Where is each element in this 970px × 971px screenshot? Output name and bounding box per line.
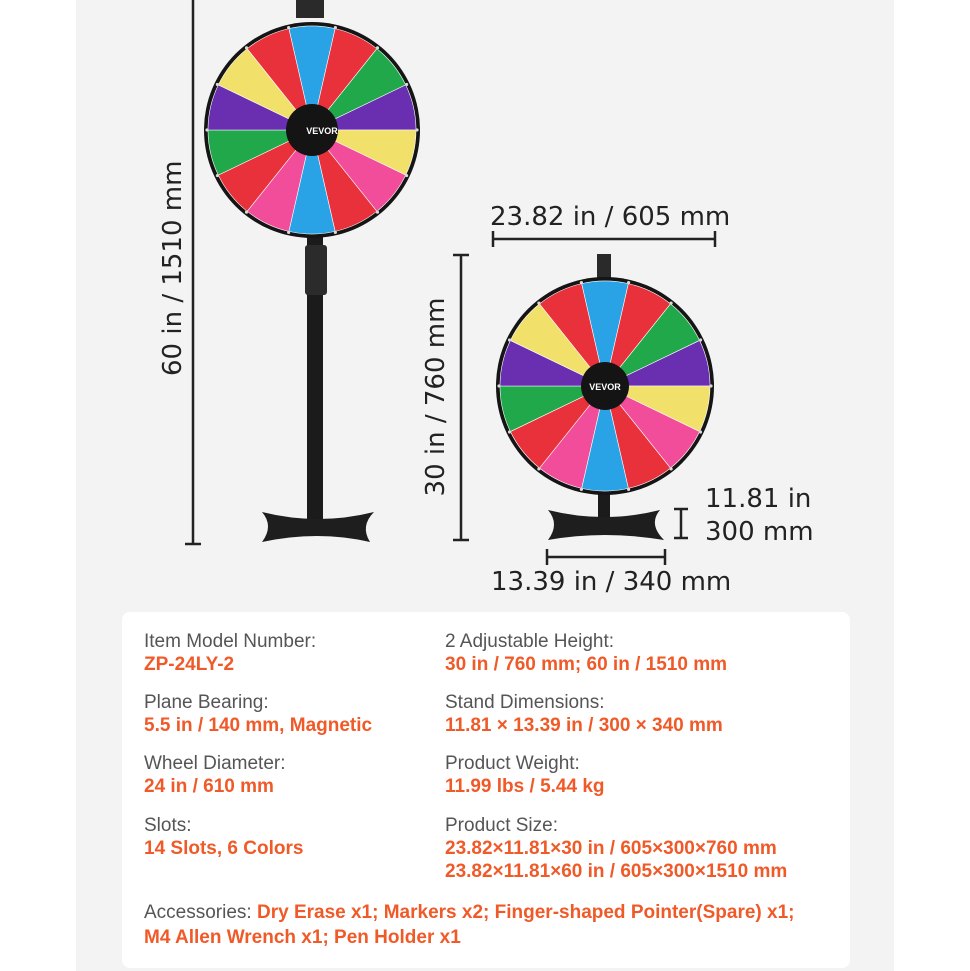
spec-wheel-diameter-value: 24 in / 610 mm: [144, 775, 274, 797]
spec-card: [122, 612, 850, 968]
spec-plane-bearing-value: 5.5 in / 140 mm, Magnetic: [144, 714, 373, 736]
wheel-peg: [376, 46, 379, 49]
wheel-peg: [627, 281, 630, 284]
spec-stand-dimensions-label: Stand Dimensions:: [445, 692, 605, 713]
spec-stand-dimensions: [445, 692, 723, 738]
spec-wheel-diameter: [144, 753, 286, 799]
wheel-peg: [376, 210, 379, 213]
base-width-label: 13.39 in / 340 mm: [491, 567, 732, 597]
wheel-peg: [627, 488, 630, 491]
spec-stand-dimensions-value: 11.81 × 13.39 in / 300 × 340 mm: [445, 714, 723, 736]
short-wheel-brand: VEVOR: [589, 382, 621, 392]
wheel-peg: [669, 302, 672, 305]
spec-model: [144, 631, 316, 677]
spec-accessories-value-line1: Dry Erase x1; Markers x2; Finger-shaped Pointer(Spare) x1;: [256, 902, 795, 923]
wheel-peg: [709, 384, 712, 387]
wheel-width-label: 23.82 in / 605 mm: [490, 202, 731, 232]
spec-model-label: Item Model Number:: [144, 631, 317, 652]
spec-slots: [144, 815, 303, 861]
wheel-peg: [405, 174, 408, 177]
spec-accessories-label: Accessories:: [144, 902, 257, 923]
tall-height-label: 60 in / 1510 mm: [158, 160, 188, 376]
wheel-peg: [699, 338, 702, 341]
tall-wheel-brand: VEVOR: [306, 126, 338, 136]
wheel-peg: [334, 231, 337, 234]
wheel-peg: [334, 26, 337, 29]
spec-adjustable-height-value: 30 in / 760 mm; 60 in / 1510 mm: [445, 653, 727, 675]
spec-accessories-value-line2: M4 Allen Wrench x1; Pen Holder x1: [144, 927, 461, 948]
wheel-peg: [405, 83, 408, 86]
spec-plane-bearing: [144, 692, 372, 738]
spec-product-size-label: Product Size:: [445, 815, 558, 836]
spec-product-size-value-line1: 23.82×11.81×30 in / 605×300×760 mm: [445, 837, 777, 859]
wheel-peg: [245, 46, 248, 49]
spec-slots-label: Slots:: [144, 815, 192, 836]
spec-accessories: [144, 900, 834, 950]
wheel-peg: [508, 338, 511, 341]
wheel-peg: [205, 128, 208, 131]
short-height-label: 30 in / 760 mm: [421, 297, 451, 497]
wheel-peg: [415, 128, 418, 131]
spec-model-value: ZP-24LY-2: [144, 653, 235, 675]
spec-adjustable-height-label: 2 Adjustable Height:: [445, 631, 615, 652]
wheel-peg: [216, 174, 219, 177]
spec-slots-value: 14 Slots, 6 Colors: [144, 837, 304, 859]
spec-product-size-value-line2: 23.82×11.81×60 in / 605×300×1510 mm: [445, 860, 788, 882]
wheel-peg: [497, 384, 500, 387]
spec-product-weight-value: 11.99 lbs / 5.44 kg: [445, 775, 605, 797]
wheel-peg: [699, 430, 702, 433]
wheel-peg: [537, 302, 540, 305]
wheel-peg: [669, 467, 672, 470]
wheel-peg: [287, 231, 290, 234]
wheel-peg: [216, 83, 219, 86]
base-height-label-line2: 300 mm: [705, 517, 814, 547]
wheel-peg: [245, 210, 248, 213]
spec-product-weight: [445, 753, 605, 799]
spec-product-weight-label: Product Weight:: [445, 753, 580, 774]
wheel-peg: [580, 488, 583, 491]
wheel-peg: [537, 467, 540, 470]
base-height-label-line1: 11.81 in: [705, 484, 812, 514]
spec-product-size: [445, 815, 787, 883]
spec-adjustable-height: [445, 631, 727, 677]
spec-wheel-diameter-label: Wheel Diameter:: [144, 753, 286, 774]
wheel-peg: [508, 430, 511, 433]
spec-plane-bearing-label: Plane Bearing:: [144, 692, 269, 713]
